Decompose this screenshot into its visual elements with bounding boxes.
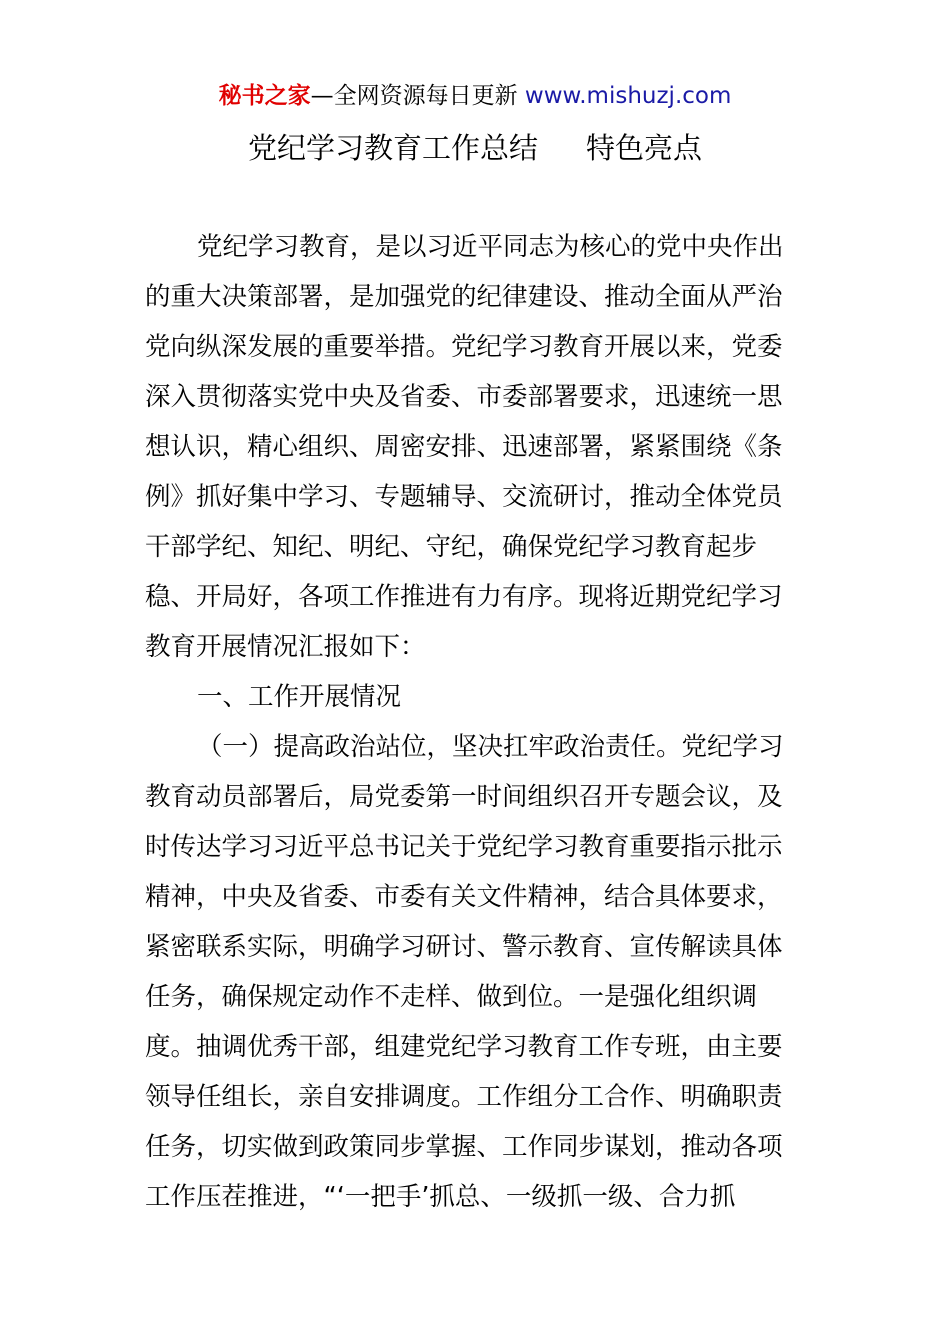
paragraph-line: 教育开展情况汇报如下： [145, 632, 426, 662]
paragraph-line: （一）提高政治站位，坚决扛牢政治责任。党纪学习 [197, 732, 784, 762]
site-url-link[interactable]: www.mishuzj.com [524, 83, 732, 109]
document-title-main: 党纪学习教育工作总结 [247, 131, 538, 165]
paragraph-line: 的重大决策部署，是加强党的纪律建设、推动全面从严治 [145, 282, 783, 312]
paragraph-line: 教育动员部署后，局党委第一时间组织召开专题会议，及 [145, 782, 783, 812]
document-title [0, 128, 950, 168]
paragraph-line: 领导任组长，亲自安排调度。工作组分工合作、明确职责 [145, 1082, 783, 1112]
section-heading: 一、工作开展情况 [197, 682, 402, 712]
document-title-sub: 特色亮点 [586, 131, 703, 165]
paragraph-line: 精神，中央及省委、市委有关文件精神，结合具体要求， [145, 882, 783, 912]
paragraph-line: 紧密联系实际，明确学习研讨、警示教育、宣传解读具体 [145, 932, 783, 962]
paragraph-line: 干部学纪、知纪、明纪、守纪，确保党纪学习教育起步 [145, 532, 758, 562]
brand-name: 秘书之家 [218, 83, 311, 109]
paragraph-line: 时传达学习习近平总书记关于党纪学习教育重要指示批示 [145, 832, 783, 862]
paragraph-line: 想认识，精心组织、周密安排、迅速部署，紧紧围绕《条 [145, 432, 783, 462]
paragraph-line: 党向纵深发展的重要举措。党纪学习教育开展以来，党委 [145, 332, 783, 362]
header-tagline: —全网资源每日更新 [310, 83, 525, 109]
paragraph-line: 稳、开局好，各项工作推进有力有序。现将近期党纪学习 [145, 582, 783, 612]
paragraph-line: 深入贯彻落实党中央及省委、市委部署要求，迅速统一思 [145, 382, 783, 412]
document-body [145, 222, 810, 1222]
site-header [0, 80, 950, 112]
paragraph-line: 度。抽调优秀干部，组建党纪学习教育工作专班，由主要 [145, 1032, 783, 1062]
paragraph-line: 党纪学习教育，是以习近平同志为核心的党中央作出 [197, 232, 784, 262]
paragraph-line: 例》抓好集中学习、专题辅导、交流研讨，推动全体党员 [145, 482, 783, 512]
paragraph-line: 工作压茬推进，“‘一把手’抓总、一级抓一级、合力抓 [145, 1182, 736, 1212]
paragraph-line: 任务，切实做到政策同步掌握、工作同步谋划，推动各项 [145, 1132, 783, 1162]
paragraph-line: 任务，确保规定动作不走样、做到位。一是强化组织调 [145, 982, 758, 1012]
